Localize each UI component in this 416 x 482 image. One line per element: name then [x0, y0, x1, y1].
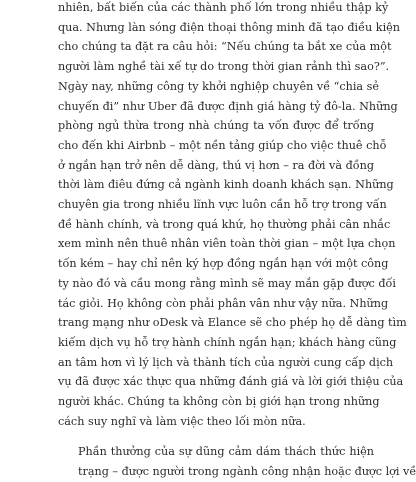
text-line: cho đến khi Airbnb – một nền tảng giúp cho việc thuê chỗ — [58, 138, 387, 152]
text-line: Phần thưởng của sự dũng cảm dám thách thức hiện — [78, 445, 374, 459]
text-line: ở ngắn hạn trở nên dễ dàng, thú vị hơn – ra đời và đồng — [58, 158, 374, 172]
text-line: người làm nghề tài xế tự do trong thời gian rảnh thì sao?”. — [58, 60, 390, 74]
text-line: tác giỏi. Họ không còn phải phân vân như vậy nữa. Những — [58, 296, 389, 310]
text-line: xem mình nên thuê nhân viên toàn thời gian – một lựa chọn — [58, 237, 396, 251]
text-line: đề hành chính, và trong quá khứ, họ thường phải cân nhắc — [58, 217, 391, 231]
paragraph — [58, 442, 416, 481]
text-line: tốn kém – hay chỉ nên ký hợp đồng ngắn hạn với một công — [58, 257, 389, 271]
text-line: chuyến đi” như Uber đã được định giá hàng tỷ đô-la. Những — [58, 99, 398, 113]
paragraph — [58, 0, 407, 431]
text-line: an tâm hơn vì lý lịch và thành tích của người cung cấp dịch — [58, 355, 394, 369]
text-line: phòng ngủ thừa trong nhà chúng ta vốn được để trống — [58, 119, 374, 133]
text-line: trang mạng như oDesk và Elance sẽ cho phép họ dễ dàng tìm — [58, 316, 407, 330]
text-line: cách suy nghĩ và làm việc theo lối mòn nữa. — [58, 414, 306, 428]
text-line: cho chúng ta đặt ra câu hỏi: “Nếu chúng ta bắt xe của một — [58, 40, 392, 54]
text-line: trạng – được người trong ngành công nhận hoặc được lợi về — [78, 465, 416, 479]
text-line: Ngày nay, những công ty khởi nghiệp chuyên về “chia sẻ — [58, 79, 379, 93]
text-line: nhiên, bất biến của các thành phố lớn trong nhiều thập kỷ — [58, 1, 389, 14]
text-line: chuyên gia trong nhiều lĩnh vực luôn cần hỗ trợ trong vấn — [58, 198, 387, 212]
text-line: thời làm điêu đứng cả ngành kinh doanh khách sạn. Những — [58, 178, 394, 192]
text-line: qua. Nhưng làn sóng điện thoại thông minh đã tạo điều kiện — [58, 20, 400, 34]
text-line: vụ đã được xác thực qua những đánh giá và lời giới thiệu của — [58, 375, 404, 389]
body-text — [58, 0, 416, 482]
text-line: ty nào đó và cầu mong rằng mình sẽ may mắn gặp được đối — [58, 276, 396, 290]
text-line: người khác. Chúng ta không còn bị giới hạn trong những — [58, 395, 380, 409]
text-line: kiếm dịch vụ hỗ trợ hành chính ngắn hạn; khách hàng cũng — [58, 335, 397, 349]
